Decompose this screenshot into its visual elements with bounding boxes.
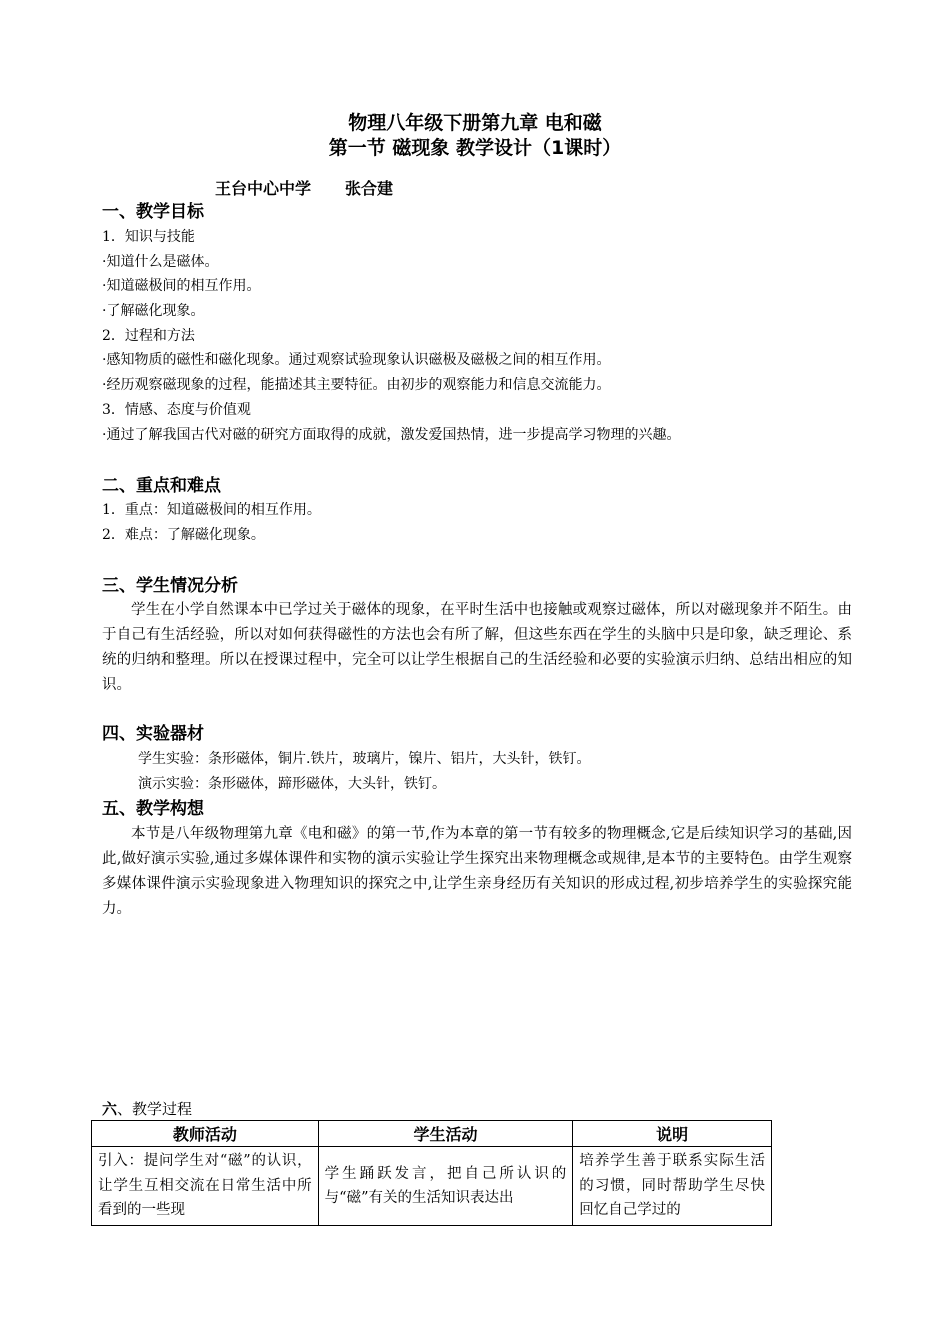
table-header-row: [92, 1121, 772, 1147]
section-heading-teaching-concept: 五、教学构想: [102, 799, 204, 819]
section-heading-key-points: 二、重点和难点: [102, 476, 221, 496]
process-heading-text: 、教学过程: [117, 1100, 193, 1118]
equipment-line: 演示实验：条形磁体，蹄形磁体，大头针，铁钉。: [138, 776, 446, 792]
section-heading-objectives: 一、教学目标: [102, 202, 204, 222]
process-heading-number: 六: [102, 1100, 118, 1118]
column-header-teacher: 教师活动: [92, 1121, 319, 1147]
equipment-line: 学生实验：条形磁体，铜片.铁片，玻璃片，镍片、铝片，大头针，铁钉。: [138, 751, 591, 767]
objective-line: ·通过了解我国古代对磁的研究方面取得的成就，激发爱国热情，进一步提高学习物理的兴趣。: [102, 427, 681, 443]
key-point-line: 2．难点：了解磁化现象。: [102, 527, 265, 543]
column-header-notes: 说明: [573, 1121, 772, 1147]
document-title: 物理八年级下册第九章 电和磁: [348, 112, 602, 134]
objective-line: 1．知识与技能: [102, 229, 195, 245]
section-heading-equipment: 四、实验器材: [102, 724, 204, 744]
objective-line: ·知道什么是磁体。: [102, 254, 219, 270]
objective-line: ·知道磁极间的相互作用。: [102, 278, 261, 294]
objective-line: 3．情感、态度与价值观: [102, 402, 251, 418]
author-line: [215, 176, 393, 199]
objective-line: ·感知物质的磁性和磁化现象。通过观察试验现象认识磁极及磁极之间的相互作用。: [102, 352, 611, 368]
key-point-line: 1．重点：知道磁极间的相互作用。: [102, 502, 321, 518]
notes-cell: 培养学生善于联系实际生活的习惯，同时帮助学生尽快回忆自己学过的: [573, 1147, 772, 1226]
section-heading-process: [102, 1098, 192, 1120]
teaching-concept-paragraph: 本节是八年级物理第九章《电和磁》的第一节,作为本章的第一节有较多的物理概念,它是后续知识学习的基础,因此,做好演示实验,通过多媒体课件和实物的演示实验让学生探究出来物理概念或规律,是本节的主要特色。由学生观察多媒体课件演示实验现象进入物理知识的探究之中,让学生亲身经历有关知识的形成过程,初步培养学生的实验探究能力。: [102, 826, 852, 917]
author-school: 王台中心中学: [215, 179, 312, 198]
table-row: [92, 1147, 772, 1226]
author-name: 张合建: [345, 179, 394, 198]
objective-line: 2．过程和方法: [102, 328, 195, 344]
student-analysis-paragraph: 学生在小学自然课本中已学过关于磁体的现象，在平时生活中也接触或观察过磁体，所以对磁现象并不陌生。由于自己有生活经验，所以对如何获得磁性的方法也会有所了解，但这些东西在学生的头脑中只是印象，缺乏理论、系统的归纳和整理。所以在授课过程中，完全可以让学生根据自己的生活经验和必要的实验演示归纳、总结出相应的知识。: [102, 602, 852, 693]
document-subtitle: 第一节 磁现象 教学设计（1课时）: [328, 137, 622, 159]
student-activity-cell: 学生踊跃发言，把自己所认识的与“磁”有关的生活知识表达出: [318, 1147, 573, 1226]
teaching-process-table: [91, 1120, 772, 1226]
column-header-student: 学生活动: [318, 1121, 573, 1147]
section-heading-student-analysis: 三、学生情况分析: [102, 576, 238, 596]
objective-line: ·了解磁化现象。: [102, 303, 205, 319]
teacher-activity-cell: 引入：提问学生对“磁”的认识，让学生互相交流在日常生活中所看到的一些现: [92, 1147, 319, 1226]
objective-line: ·经历观察磁现象的过程，能描述其主要特征。由初步的观察能力和信息交流能力。: [102, 377, 611, 393]
